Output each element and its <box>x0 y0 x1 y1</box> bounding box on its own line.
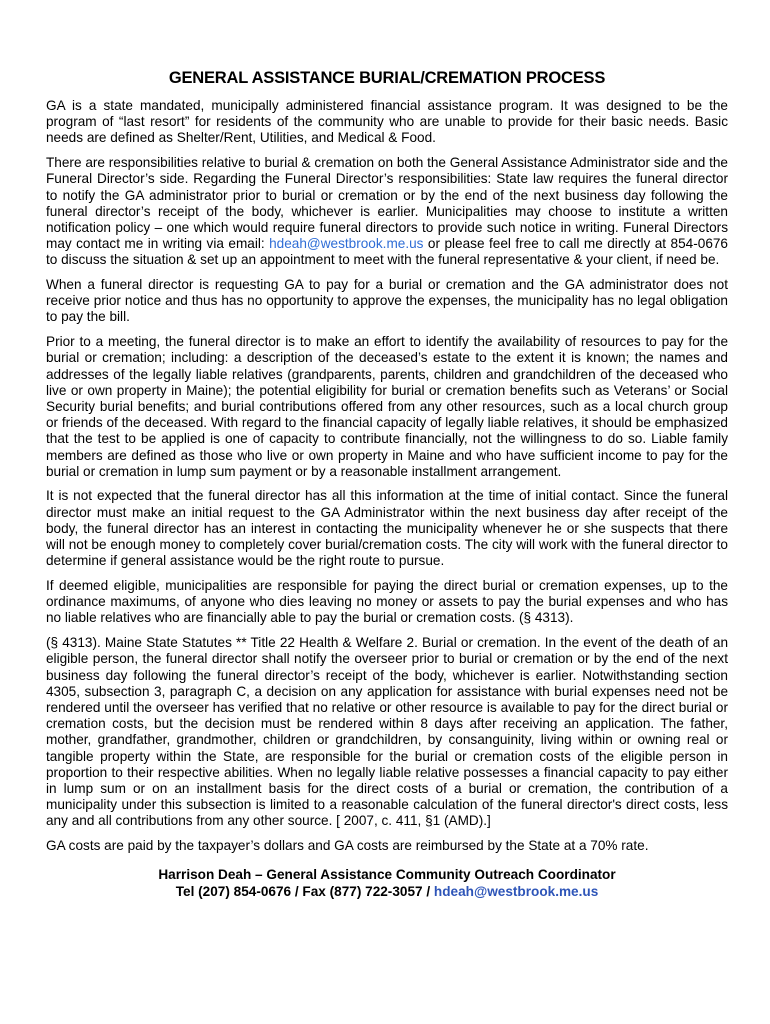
paragraph-responsibilities-text-1: There are responsibilities relative to burial & cremation on both the General Assistance Administrator side and the Funeral Director’s side. Regarding the Funeral Director’s responsibilities: State law requires the funeral director to notify the GA administrator prior to burial or cremation or by the end of the next business day following the funeral director’s receipt of the body, whichever is earlier. Municipalities may choose to institute a written notification policy – one which would require funeral directors to provide such notice in writing. Funeral Directors may contact me in writing via email: <box>46 155 728 252</box>
paragraph-resources: Prior to a meeting, the funeral director is to make an effort to identify the availability of resources to pay for the burial or cremation; including: a description of the deceased’s estate to the extent it is known; the names and addresses of the legally liable relatives (grandparents, parents, children and grandchildren of the deceased who live or own property in Maine); the potential eligibility for burial or cremation benefits such as Veterans’ or Social Security burial benefits; and burial contributions offered from any other resources, such as a local church group or friends of the deceased. With regard to the financial capacity of legally liable relatives, it should be emphasized that the test to be applied is one of capacity to contribute financially, not the willingness to do so. Liable family members are defined as those who live or own property in Maine and who have sufficient income to pay for the burial or cremation in lump sum payment or by a reasonable installment arrangement. <box>46 334 728 479</box>
footer-email-link[interactable]: hdeah@westbrook.me.us <box>433 884 599 900</box>
paragraph-prior-notice: When a funeral director is requesting GA to pay for a burial or cremation and the GA administrator does not receive prior notice and thus has no opportunity to approve the expenses, the municipality has no legal obligation to pay the bill. <box>46 277 728 325</box>
paragraph-responsibilities <box>46 155 728 268</box>
contact-line <box>46 883 728 900</box>
phone-fax: Tel (207) 854-0676 / Fax (877) 722-3057 / <box>175 884 434 900</box>
document-title: GENERAL ASSISTANCE BURIAL/CREMATION PROCESS <box>168 69 606 87</box>
coordinator-name: Harrison Deah – General Assistance Community Outreach Coordinator <box>158 867 616 883</box>
paragraph-responsibilities-text-2: or please feel free to call me directly at 854-0676 to discuss the situation & set up an appointment to meet with the funeral representative & your client, if need be. <box>46 236 728 268</box>
paragraph-eligibility: If deemed eligible, municipalities are responsible for paying the direct burial or cremation expenses, up to the ordinance maximums, of anyone who dies leaving no money or assets to pay the burial expenses and who has no liable relatives who are financially able to pay the burial or cremation costs. (§ 4313). <box>46 577 728 626</box>
paragraph-costs: GA costs are paid by the taxpayer’s dollars and GA costs are reimbursed by the State at a 70% rate. <box>46 838 649 854</box>
paragraph-statute: (§ 4313). Maine State Statutes ** Title 22 Health & Welfare 2. Burial or cremation. In the event of the death of an eligible person, the funeral director shall notify the overseer prior to burial or cremation or by the end of the next business day following the funeral director’s receipt of the body, whichever is earlier. Notwithstanding section 4305, subsection 3, paragraph C, a decision on any application for assistance with burial expenses need not be rendered until the overseer has verified that no relative or other resource is available to pay for the direct burial or cremation costs, but the decision must be rendered within 8 days after receiving an application. The father, mother, grandfather, grandmother, children or grandchildren, by consanguinity, living within or owning real or tangible property within the State, are responsible for the burial or cremation costs of the eligible person in proportion to their respective abilities. When no legally liable relative possesses a financial capacity to pay either in lump sum or on an installment basis for the direct costs of a burial or cremation, the contribution of a municipality under this subsection is limited to a reasonable calculation of the funeral director's direct costs, less any and all contributions from any other source. [ 2007, c. 411, §1 (AMD).] <box>46 635 728 829</box>
paragraph-intro: GA is a state mandated, municipally administered financial assistance program. It was designed to be the program of “last resort” for residents of the community who are unable to provide for their basic needs. Basic needs are defined as Shelter/Rent, Utilities, and Medical & Food. <box>46 98 728 146</box>
paragraph-initial-contact: It is not expected that the funeral director has all this information at the time of initial contact. Since the funeral director must make an initial request to the GA Administrator within the next business day after receipt of the body, the funeral director has an interest in contacting the municipality whenever he or she suspects that there will not be enough money to completely cover burial/cremation costs. The city will work with the funeral director to determine if general assistance would be the right route to pursue. <box>46 488 728 569</box>
email-link[interactable]: hdeah@westbrook.me.us <box>269 236 424 252</box>
contact-footer <box>46 866 728 900</box>
